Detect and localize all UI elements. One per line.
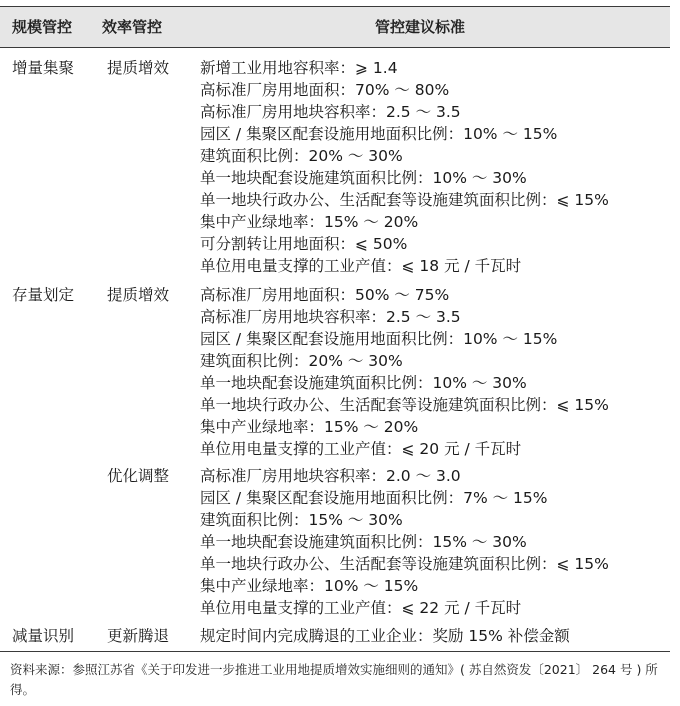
source-note: 资料来源：参照江苏省《关于印发进一步推进工业用地提质增效实施细则的通知》( 苏自然资发〔2021〕 264 号 ) 所得。 xyxy=(10,662,658,697)
standard-item: 高标准厂房用地块容积率：2.5 ～ 3.5 xyxy=(200,308,461,326)
efficiency-cell: 提质增效 xyxy=(107,286,170,304)
efficiency-cell: 更新腾退 xyxy=(107,627,170,645)
standards-list xyxy=(200,465,609,619)
standard-item: 单一地块配套设施建筑面积比例：10% ～ 30% xyxy=(200,169,527,187)
header-efficiency-control: 效率管控 xyxy=(102,18,163,36)
standard-item: 高标准厂房用地块容积率：2.0 ～ 3.0 xyxy=(200,467,461,485)
standards-list xyxy=(200,625,570,647)
standard-item: 建筑面积比例：20% ～ 30% xyxy=(200,352,403,370)
standard-item: 园区 / 集聚区配套设施用地面积比例：10% ～ 15% xyxy=(200,330,558,348)
standard-item: 单位用电量支撑的工业产值：⩽ 20 元 / 千瓦时 xyxy=(200,440,522,458)
table-bottom-rule xyxy=(0,651,670,652)
standard-item: 单一地块行政办公、生活配套等设施建筑面积比例：⩽ 15% xyxy=(200,191,609,209)
scale-cell-stock: 存量划定 xyxy=(12,286,75,304)
scale-cell-incremental: 增量集聚 xyxy=(12,59,75,77)
standard-item: 可分割转让用地面积：⩽ 50% xyxy=(200,235,408,253)
standard-item: 单一地块配套设施建筑面积比例：15% ～ 30% xyxy=(200,533,527,551)
standard-item: 高标准厂房用地面积：70% ～ 80% xyxy=(200,81,450,99)
header-standards: 管控建议标准 xyxy=(374,18,465,36)
standards-list xyxy=(200,57,609,277)
standard-item: 集中产业绿地率：15% ～ 20% xyxy=(200,213,419,231)
standard-item: 建筑面积比例：20% ～ 30% xyxy=(200,147,403,165)
standard-item: 建筑面积比例：15% ～ 30% xyxy=(200,511,403,529)
standard-item: 高标准厂房用地面积：50% ～ 75% xyxy=(200,286,450,304)
standard-item: 单位用电量支撑的工业产值：⩽ 18 元 / 千瓦时 xyxy=(200,257,522,275)
standard-item: 规定时间内完成腾退的工业企业：奖励 15% 补偿金额 xyxy=(200,627,570,645)
standard-item: 园区 / 集聚区配套设施用地面积比例：10% ～ 15% xyxy=(200,125,558,143)
standard-item: 集中产业绿地率：15% ～ 20% xyxy=(200,418,419,436)
scale-cell-reduction: 减量识别 xyxy=(12,627,75,645)
standard-item: 单位用电量支撑的工业产值：⩽ 22 元 / 千瓦时 xyxy=(200,599,522,617)
standard-item: 集中产业绿地率：10% ～ 15% xyxy=(200,577,419,595)
standards-list xyxy=(200,284,609,460)
efficiency-cell: 提质增效 xyxy=(107,59,170,77)
table-header-row xyxy=(0,6,670,48)
header-scale-control: 规模管控 xyxy=(12,18,73,36)
standard-item: 园区 / 集聚区配套设施用地面积比例：7% ～ 15% xyxy=(200,489,548,507)
standard-item: 新增工业用地容积率：⩾ 1.4 xyxy=(200,59,398,77)
standard-item: 单一地块配套设施建筑面积比例：10% ～ 30% xyxy=(200,374,527,392)
standard-item: 单一地块行政办公、生活配套等设施建筑面积比例：⩽ 15% xyxy=(200,555,609,573)
efficiency-cell: 优化调整 xyxy=(107,467,170,485)
standard-item: 高标准厂房用地块容积率：2.5 ～ 3.5 xyxy=(200,103,461,121)
standard-item: 单一地块行政办公、生活配套等设施建筑面积比例：⩽ 15% xyxy=(200,396,609,414)
